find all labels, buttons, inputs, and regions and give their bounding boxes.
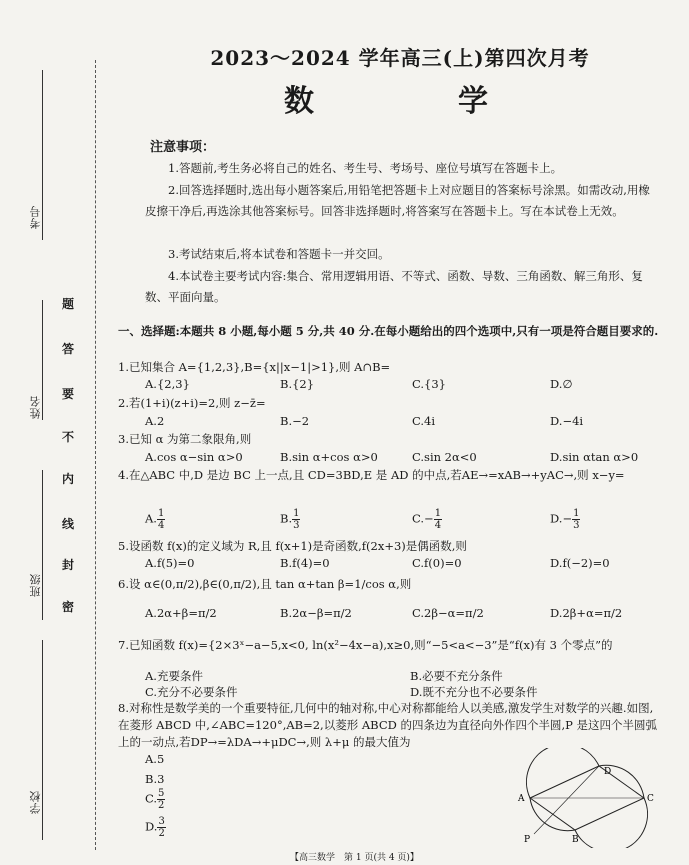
option: B.sin α+cos α>0 bbox=[280, 450, 378, 464]
option: B. $\frac{1}{3}$ bbox=[280, 508, 300, 531]
option: C.{3} bbox=[412, 377, 446, 391]
option: C.4i bbox=[412, 414, 436, 428]
option: C.− $\frac{1}{4}$ bbox=[412, 508, 442, 531]
question-options bbox=[145, 556, 660, 574]
class-label: 班级 bbox=[29, 573, 42, 597]
page-footer: 【高三数学 第 1 页(共 4 页)】 bbox=[290, 853, 419, 863]
margin-line bbox=[42, 470, 43, 620]
option: A.cos α−sin α>0 bbox=[145, 450, 243, 464]
option: A.充要条件 bbox=[145, 669, 203, 683]
option: C.充分不必要条件 bbox=[145, 685, 238, 699]
option: C.sin 2α<0 bbox=[412, 450, 477, 464]
label-C: C bbox=[647, 794, 654, 804]
question-options bbox=[145, 414, 660, 432]
option: B.必要不充分条件 bbox=[410, 669, 503, 683]
seal-char: 内 bbox=[62, 472, 75, 486]
option: A.f(5)=0 bbox=[145, 556, 195, 570]
question-stem: 2.若(1+i)(z+i)=2,则 z−z̄= bbox=[118, 396, 266, 410]
option: C.2β−α=π/2 bbox=[412, 606, 484, 620]
section-heading: 一、选择题:本题共 8 小题,每小题 5 分,共 40 分.在每小题给出的四个选项中,只有一项是符合题目要求的. bbox=[118, 324, 659, 338]
seal-char: 封 bbox=[62, 558, 75, 572]
option: C.f(0)=0 bbox=[412, 556, 462, 570]
option: D.−4i bbox=[550, 414, 584, 428]
option: A. $\frac{1}{4}$ bbox=[145, 508, 165, 531]
question-stem: 7.已知函数 f(x)={2×3ˣ−a−5,x<0, ln(x²−4x−a),x≥0,则“−5<a<−3”是“f(x)有 3 个零点”的 bbox=[118, 638, 613, 652]
exam-number-label: 考号 bbox=[29, 205, 42, 229]
semicircle-arc bbox=[526, 748, 599, 798]
seal-char: 密 bbox=[62, 600, 75, 614]
seal-char: 线 bbox=[62, 517, 75, 531]
option: B.f(4)=0 bbox=[280, 556, 330, 570]
seal-char: 不 bbox=[62, 430, 75, 444]
label-A: A bbox=[518, 794, 525, 804]
notice-heading: 注意事项： bbox=[150, 140, 216, 155]
exam-title: 2023～2024 学年高三(上)第四次月考 bbox=[210, 46, 590, 70]
option: B.{2} bbox=[280, 377, 315, 391]
notice-item: 1.答题前,考生务必将自己的姓名、考生号、考场号、座位号填写在答题卡上。 bbox=[168, 161, 563, 175]
label-P: P bbox=[524, 835, 531, 845]
option: D.sin αtan α>0 bbox=[550, 450, 639, 464]
option: B.3 bbox=[145, 772, 165, 786]
option: A.{2,3} bbox=[145, 377, 190, 391]
school-label: 学校 bbox=[29, 790, 42, 814]
question-stem: 1.已知集合 A={1,2,3},B={x||x−1|>1},则 A∩B= bbox=[118, 360, 391, 374]
option: A.2 bbox=[145, 414, 165, 428]
option: D. $\frac{3}{2}$ bbox=[145, 816, 165, 839]
option: D.2β+α=π/2 bbox=[550, 606, 623, 620]
option: C. $\frac{5}{2}$ bbox=[145, 788, 165, 811]
question-stem: 8.对称性是数学美的一个重要特征,几何中的轴对称,中心对称都能给人以美感,激发学生对数学的兴趣.如图,在菱形 ABCD 中,∠ABC=120°,AB=2,以菱形 ABCD 的四条边为直径向外作四个半圆,P 是这四个半圆弧上的一动点,若DP→=λDA→+μDC→,则 λ+μ 的最大值为 bbox=[118, 701, 658, 749]
option: A.5 bbox=[145, 752, 165, 766]
name-label: 姓名 bbox=[29, 395, 42, 419]
question-options bbox=[145, 377, 660, 395]
question-stem: 5.设函数 f(x)的定义域为 R,且 f(x+1)是奇函数,f(2x+3)是偶函数,则 bbox=[118, 539, 467, 553]
seal-char: 题 bbox=[62, 297, 75, 311]
seal-char: 要 bbox=[62, 387, 75, 401]
binding-margin bbox=[0, 0, 108, 865]
rhombus-figure bbox=[512, 748, 662, 848]
seal-char: 答 bbox=[62, 342, 75, 356]
option: D.f(−2)=0 bbox=[550, 556, 610, 570]
question-stem: 6.设 α∈(0,π/2),β∈(0,π/2),且 tan α+tan β=1/cos α,则 bbox=[118, 577, 412, 591]
seal-line bbox=[95, 60, 96, 850]
question-options bbox=[145, 450, 660, 468]
question-options bbox=[145, 606, 660, 624]
semicircle-arc bbox=[575, 798, 648, 848]
notice-item: 3.考试结束后,将本试卷和答题卡一并交回。 bbox=[168, 247, 390, 261]
option: D.既不充分也不必要条件 bbox=[410, 685, 538, 699]
question-options bbox=[145, 508, 660, 532]
question-stem: 4.在△ABC 中,D 是边 BC 上一点,且 CD=3BD,E 是 AD 的中点,若AE→=xAB→+yAC→,则 x−y= bbox=[118, 468, 625, 482]
option: A.2α+β=π/2 bbox=[145, 606, 217, 620]
option: D.∅ bbox=[550, 377, 573, 391]
notice-item: 2.回答选择题时,选出每小题答案后,用铅笔把答题卡上对应题目的答案标号涂黑。如需改动,用橡皮擦干净后,再选涂其他答案标号。回答非选择题时,将答案写在答题卡上。写在本试卷上无效。 bbox=[145, 183, 650, 218]
option: B.2α−β=π/2 bbox=[280, 606, 352, 620]
subject-title: 数 学 bbox=[284, 84, 516, 119]
option: D.− $\frac{1}{3}$ bbox=[550, 508, 580, 531]
option: B.−2 bbox=[280, 414, 310, 428]
question-stem: 3.已知 α 为第二象限角,则 bbox=[118, 432, 252, 446]
notice-item: 4.本试卷主要考试内容:集合、常用逻辑用语、不等式、函数、导数、三角函数、解三角形、复数、平面向量。 bbox=[145, 269, 643, 304]
label-B: B bbox=[572, 835, 579, 845]
label-D: D bbox=[604, 767, 612, 777]
